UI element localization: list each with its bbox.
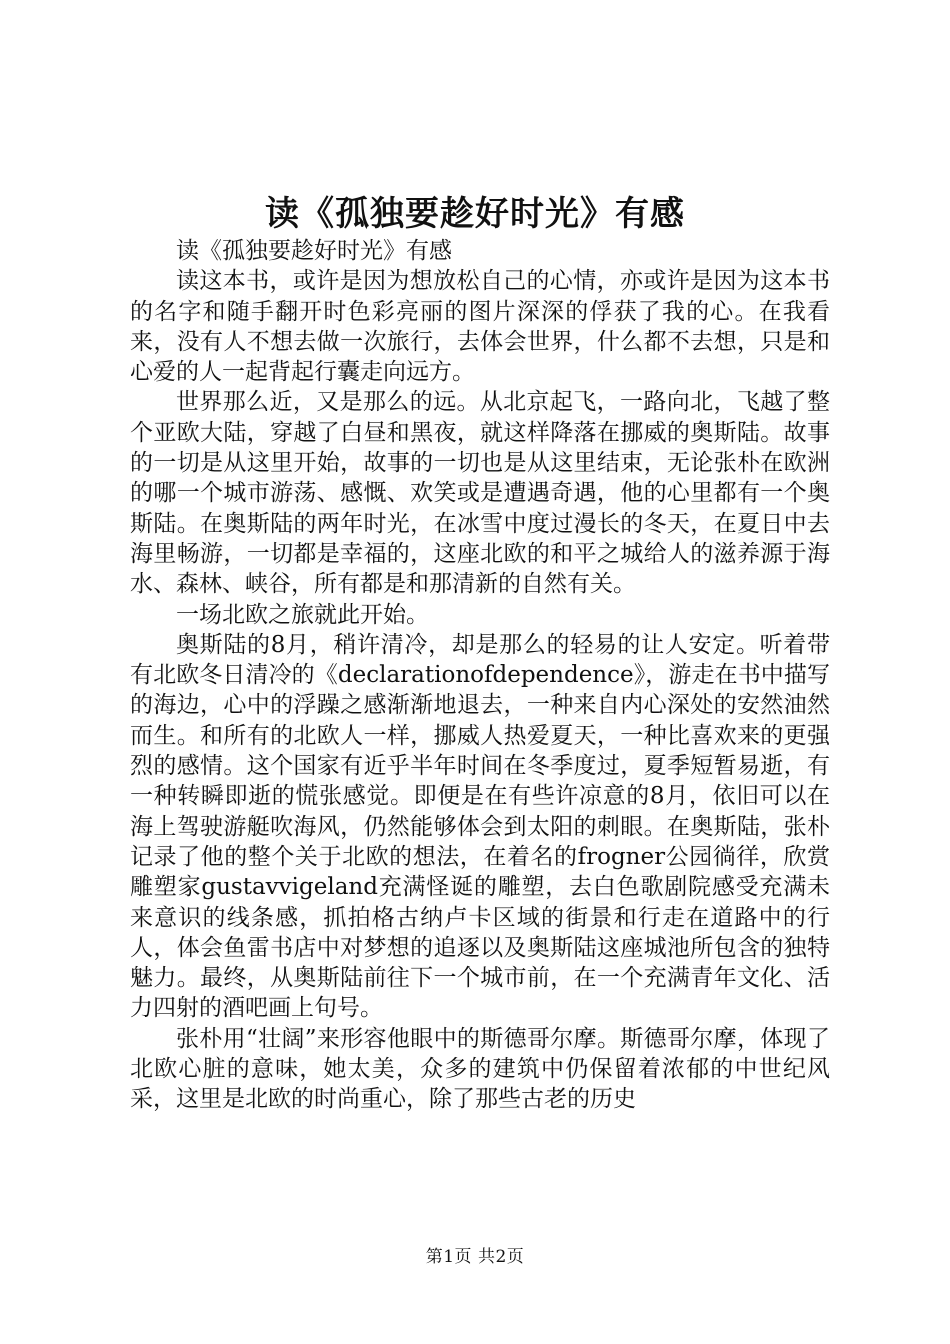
paragraph: 奥斯陆的8月，稍许清冷，却是那么的轻易的让人安定。听着带有北欧冬日清冷的《declarationofdependence》，游走在书中描写的海边，心中的浮躁之感渐渐地退去，一种来自内心深处的安然油然而生。和所有的北欧人一样，挪威人热爱夏天，一种比喜欢来的更强烈的感情。这个国家有近乎半年时间在冬季度过，夏季短暂易逝，有一种转瞬即逝的慌张感觉。即便是在有些许凉意的8月，依旧可以在海上驾驶游艇吹海风，仍然能够体会到太阳的刺眼。在奥斯陆，张朴记录了他的整个关于北欧的想法，在着名的frogner公园徜徉，欣赏雕塑家gustavvigeland充满怪诞的雕塑，去白色歌剧院感受充满未来意识的线条感，抓拍格古纳卢卡区域的街景和行走在道路中的行人，体会鱼雷书店中对梦想的追逐以及奥斯陆这座城池所包含的独特魅力。最终，从奥斯陆前往下一个城市前，在一个充满青年文化、活力四射的酒吧画上句号。 bbox=[130, 631, 830, 1022]
paragraph: 世界那么近，又是那么的远。从北京起飞，一路向北，飞越了整个亚欧大陆，穿越了白昼和黑夜，就这样降落在挪威的奥斯陆。故事的一切是从这里开始，故事的一切也是从这里结束，无论张朴在欧洲的哪一个城市游荡、感慨、欢笑或是遭遇奇遇，他的心里都有一个奥斯陆。在奥斯陆的两年时光，在冰雪中度过漫长的冬天，在夏日中去海里畅游，一切都是幸福的，这座北欧的和平之城给人的滋养源于海水、森林、峡谷，所有都是和那清新的自然有关。 bbox=[130, 389, 830, 598]
paragraph: 张朴用“壮阔”来形容他眼中的斯德哥尔摩。斯德哥尔摩，体现了北欧心脏的意味，她太美，众多的建筑中仍保留着浓郁的中世纪风采，这里是北欧的时尚重心，除了那些古老的历史 bbox=[130, 1025, 830, 1113]
page-footer: 第1页 共2页 bbox=[425, 1247, 525, 1267]
paragraph: 一场北欧之旅就此开始。 bbox=[176, 601, 429, 628]
document-body bbox=[130, 236, 830, 1115]
paragraph: 读这本书，或许是因为想放松自己的心情，亦或许是因为这本书的名字和随手翻开时色彩亮丽的图片深深的俘获了我的心。在我看来，没有人不想去做一次旅行，去体会世界，什么都不去想，只是和心爱的人一起背起行囊走向远方。 bbox=[130, 268, 830, 386]
page-title: 读《孤独要趁好时光》有感 bbox=[265, 194, 685, 234]
paragraph: 读《孤独要趁好时光》有感 bbox=[176, 238, 452, 264]
